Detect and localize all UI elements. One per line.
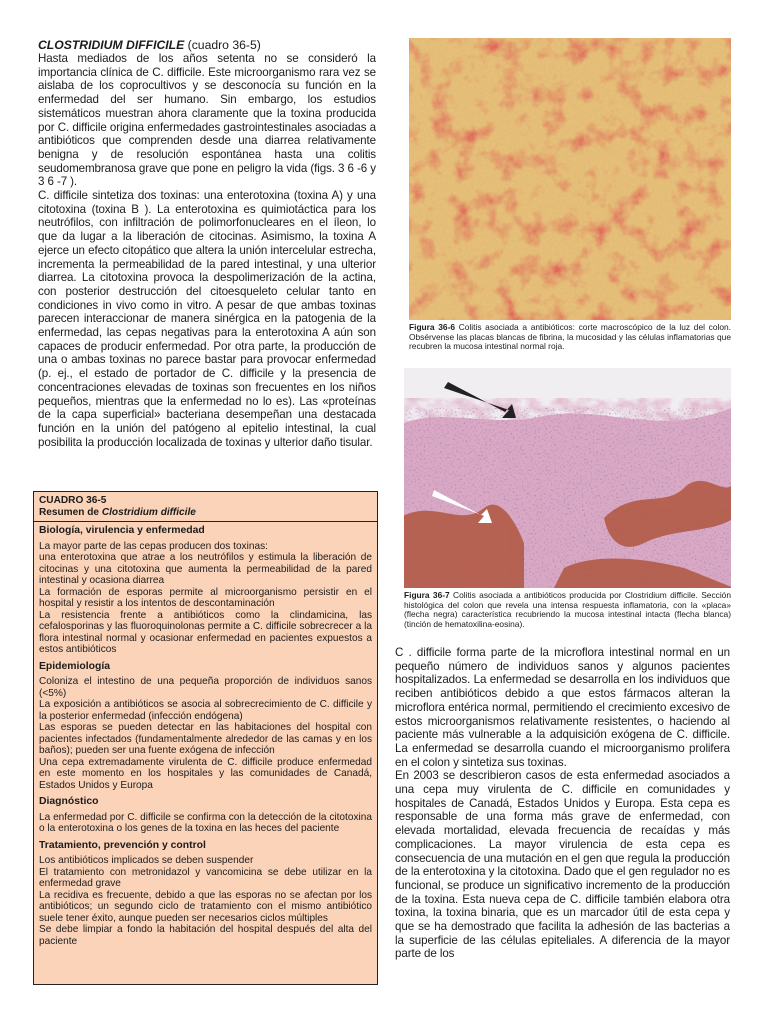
box-subtitle-organism: Clostridium difficile	[101, 506, 196, 518]
box-item: una enterotoxina que atrae a los neutrófilos y estimula la liberación de citocinas y una citotoxina que aumenta la permeabilidad de la pared intestinal y ocasiona diarrea	[39, 552, 372, 586]
section-title: CLOSTRIDIUM DIFFICILE	[38, 38, 185, 52]
box-item: Coloniza el intestino de una pequeña proporción de individuos sanos (<5%)	[39, 676, 372, 699]
box-item: La recidiva es frecuente, debido a que las esporas no se afectan por los antibióticos; un segundo ciclo de tratamiento con el mismo antibiótico suele tener éxito, aunque pueden ser necesarios ciclos múltiples	[39, 889, 372, 924]
paragraph: En 2003 se describieron casos de esta enfermedad asociados a una cepa muy virulenta de C. difficile en comunidades y hospitales de Canadá, Estados Unidos y Europa. Esta cepa es responsable de una forma más grave de enfermedad, con elevada mortalidad, elevada frecuencia de recaídas y más complicaciones. La mayor virulencia de esta cepa es consecuencia de una mutación en el gen que regula la producción de la enterotoxina y la citotoxina. Dado que el gen regulador no es funcional, se produce un significativo incremento de la producción de la toxina. Esta nueva cepa de C. difficile también elabora otra toxina, la toxina binaria, que es un marcador útil de esta cepa y que se ha demostrado que facilita la adhesión de las bacterias a la superficie de las células epiteliales. A diferencia de la mayor parte de los	[395, 769, 730, 961]
figure-36-7-caption	[404, 591, 731, 629]
box-subtitle	[39, 507, 372, 519]
caption-text: Colitis asociada a antibióticos: corte macroscópico de la luz del colon. Obsérvense las placas blancas de fibrina, la mucosidad y las células inflamatorias que recubren la mucosa intestinal normal roja.	[409, 322, 731, 352]
section-ref: (cuadro 36-5)	[184, 38, 261, 52]
figure-36-7-image	[404, 368, 731, 588]
box-item: Se debe limpiar a fondo la habitación del hospital después del alta del paciente	[39, 924, 372, 947]
colon-macroscopic-image	[409, 38, 731, 320]
box-label: CUADRO 36-5	[39, 495, 107, 506]
box-item: Las esporas se pueden detectar en las habitaciones del hospital con pacientes infectados (fundamentalmente alrededor de las camas y en los baños); pueden ser una fuente exógena de infección	[39, 722, 372, 756]
left-column	[38, 38, 376, 449]
box-section-epidemiology	[39, 661, 372, 792]
box-item: La mayor parte de las cepas producen dos toxinas:	[39, 540, 268, 552]
box-item: La formación de esporas permite al microorganismo persistir en el hospital y resistir a los intentos de descontaminación	[39, 586, 372, 609]
caption-label: Figura 36-7	[404, 590, 450, 600]
box-item: La exposición a antibióticos se asocia al sobrecrecimiento de C. difficile y la posterior enfermedad (infección endógena)	[39, 699, 372, 722]
box-item: La resistencia frente a antibióticos como la clindamicina, las cefalosporinas y las fluoroquinolonas permite a C. difficile sobrecrecer a la flora intestinal normal y ocasionar enfermedad en pacientes expuestos a estos antibióticos	[39, 609, 372, 655]
box-divider	[34, 521, 377, 522]
box-item: El tratamiento con metronidazol y vancomicina se debe utilizar en la enfermedad grave	[39, 866, 372, 889]
summary-box	[33, 491, 378, 985]
box-item: La enfermedad por C. difficile se confirma con la detección de la citotoxina o la enterotoxina o los genes de la toxina en las heces del paciente	[39, 811, 372, 834]
box-subtitle-prefix: Resumen de	[39, 506, 102, 518]
box-section-diagnosis	[39, 796, 372, 835]
paragraph: C. difficile sintetiza dos toxinas: una enterotoxina (toxina A) y una citotoxina (toxina B ). La enterotoxina es quimiotáctica para los neutrófilos, con infiltración de polimorfonucleares en el íleon, lo que da lugar a la liberación de citocinas. Asimismo, la toxina A ejerce un efecto citopático que altera la unión intercelular estrecha, incrementa la permeabilidad de la pared intestinal, y una ulterior diarrea. La citotoxina provoca la despolimerización de la actina, con posterior destrucción del citoesqueleto celular tanto en condiciones in vivo como in vitro. A pesar de que ambas toxinas parecen interaccionar de manera sinérgica en la patogenia de la enfermedad, las cepas negativas para la enterotoxina A aún son capaces de producir enfermedad. Por otra parte, la producción de una o ambas toxinas no parece bastar para provocar enfermedad (p. ej., el estado de portador de C. difficile y la presencia de concentraciones elevadas de toxinas son frecuentes en los niños pequeños, mientras que la enfermedad no lo es). Las «proteínas de la capa superficial» bacteriana desempeñan una destacada función en la unión del patógeno al epitelio intestinal, la cual posibilita la producción localizada de toxinas y ulterior daño tisular.	[38, 189, 376, 449]
colon-histology-image	[404, 368, 731, 588]
figure-36-6-caption	[409, 323, 731, 352]
box-section-heading: Biología, virulencia y enfermedad	[39, 525, 205, 536]
caption-label: Figura 36-6	[409, 322, 456, 332]
section-heading	[38, 38, 376, 52]
right-column	[395, 646, 730, 961]
paragraph: C . difficile forma parte de la microflora intestinal normal en un pequeño número de individuos sanos y algunos pacientes hospitalizados. La enfermedad se desarrolla en los individuos que reciben antibióticos debido a que estos fármacos alteran la microflora entérica normal, permitiendo el crecimiento excesivo de estos microorganismos relativamente resistentes, o haciendo al paciente más vulnerable a la adquisición exógena de C. difficile. La enfermedad se desarrolla cuando el microorganismo prolifera en el colon y sintetiza sus toxinas.	[395, 646, 730, 769]
box-item: Los antibióticos implicados se deben suspender	[39, 855, 254, 866]
box-section-treatment	[39, 840, 372, 948]
caption-text: Colitis asociada a antibióticos producida por Clostridium difficile. Sección histológica del colon que revela una intensa respuesta inflamatoria, con la «placa» (flecha negra) característica recubriendo la mucosa intestinal intacta (flecha blanca) (tinción de hematoxilina-eosina).	[404, 590, 731, 629]
box-item: Una cepa extremadamente virulenta de C. difficile produce enfermedad en este momento en los hospitales y las comunidades de Canadá, Estados Unidos y Europa	[39, 756, 372, 791]
box-section-heading: Diagnóstico	[39, 796, 99, 807]
box-section-heading: Epidemiología	[39, 660, 111, 672]
paragraph: Hasta mediados de los años setenta no se consideró la importancia clínica de C. difficile. Este microorganismo rara vez se aislaba de los coprocultivos y se desconocía su función en la enfermedad del ser humano. Sin embargo, los estudios sistemáticos muestran ahora claramente que la toxina producida por C. difficile origina enfermedades gastrointestinales asociadas a antibióticos que comprenden desde una diarrea relativamente benigna y de resolución espontánea hasta una colitis seudomembranosa grave que pone en peligro la vida (figs. 3 6 -6 y 3 6 -7 ).	[38, 52, 376, 189]
box-section-biology	[39, 525, 372, 656]
box-section-heading: Tratamiento, prevención y control	[39, 839, 206, 851]
figure-36-6-image	[409, 38, 731, 320]
